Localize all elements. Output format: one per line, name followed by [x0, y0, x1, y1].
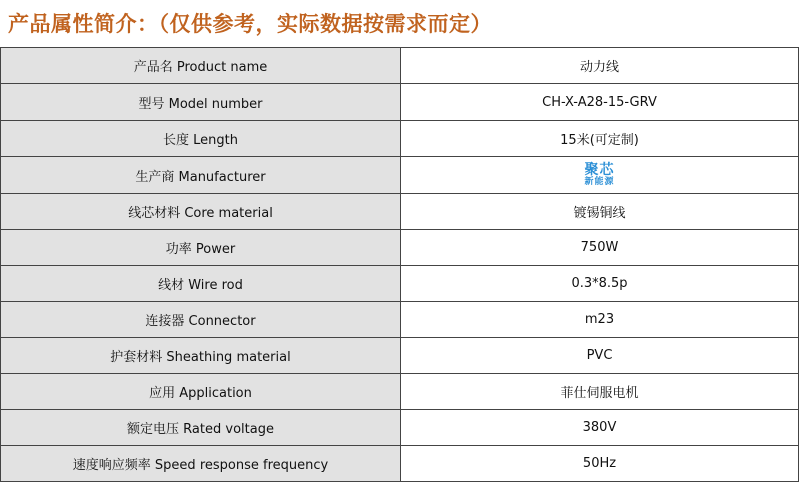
row-label-product-name: 产品名 Product name	[1, 48, 401, 84]
row-value-rated-voltage: 380V	[401, 410, 799, 446]
logo-text-bottom: 新能源	[584, 177, 615, 187]
row-label-wire-rod: 线材 Wire rod	[1, 266, 401, 302]
table-row	[1, 338, 799, 374]
row-value-core-material: 镀锡铜线	[401, 194, 799, 230]
table-row	[1, 302, 799, 338]
table-row	[1, 84, 799, 121]
table-row	[1, 230, 799, 266]
table-row	[1, 266, 799, 302]
table-row	[1, 410, 799, 446]
table-row	[1, 121, 799, 157]
row-label-sheathing-material: 护套材料 Sheathing material	[1, 338, 401, 374]
row-value-power: 750W	[401, 230, 799, 266]
logo-text-top: 聚芯	[584, 162, 615, 178]
table-row	[1, 194, 799, 230]
row-value-length: 15米(可定制)	[401, 121, 799, 157]
row-value-connector: m23	[401, 302, 799, 338]
row-label-length: 长度 Length	[1, 121, 401, 157]
table-row	[1, 48, 799, 84]
row-label-connector: 连接器 Connector	[1, 302, 401, 338]
spec-table	[0, 47, 799, 482]
row-label-model-number: 型号 Model number	[1, 84, 401, 121]
table-row	[1, 446, 799, 482]
manufacturer-logo	[584, 163, 614, 187]
row-label-core-material: 线芯材料 Core material	[1, 194, 401, 230]
row-value-sheathing-material: PVC	[401, 338, 799, 374]
table-row	[1, 374, 799, 410]
row-value-application: 菲仕伺服电机	[401, 374, 799, 410]
row-label-power: 功率 Power	[1, 230, 401, 266]
row-value-wire-rod: 0.3*8.5p	[401, 266, 799, 302]
row-label-rated-voltage: 额定电压 Rated voltage	[1, 410, 401, 446]
row-label-speed-response-frequency: 速度响应频率 Speed response frequency	[1, 446, 401, 482]
row-value-speed-response-frequency: 50Hz	[401, 446, 799, 482]
row-label-manufacturer: 生产商 Manufacturer	[1, 157, 401, 194]
row-label-application: 应用 Application	[1, 374, 401, 410]
page-title: 产品属性简介：（仅供参考，实际数据按需求而定）	[8, 11, 492, 36]
row-value-manufacturer	[401, 157, 799, 194]
row-value-model-number: CH-X-A28-15-GRV	[401, 84, 799, 121]
table-row	[1, 157, 799, 194]
row-value-product-name: 动力线	[401, 48, 799, 84]
